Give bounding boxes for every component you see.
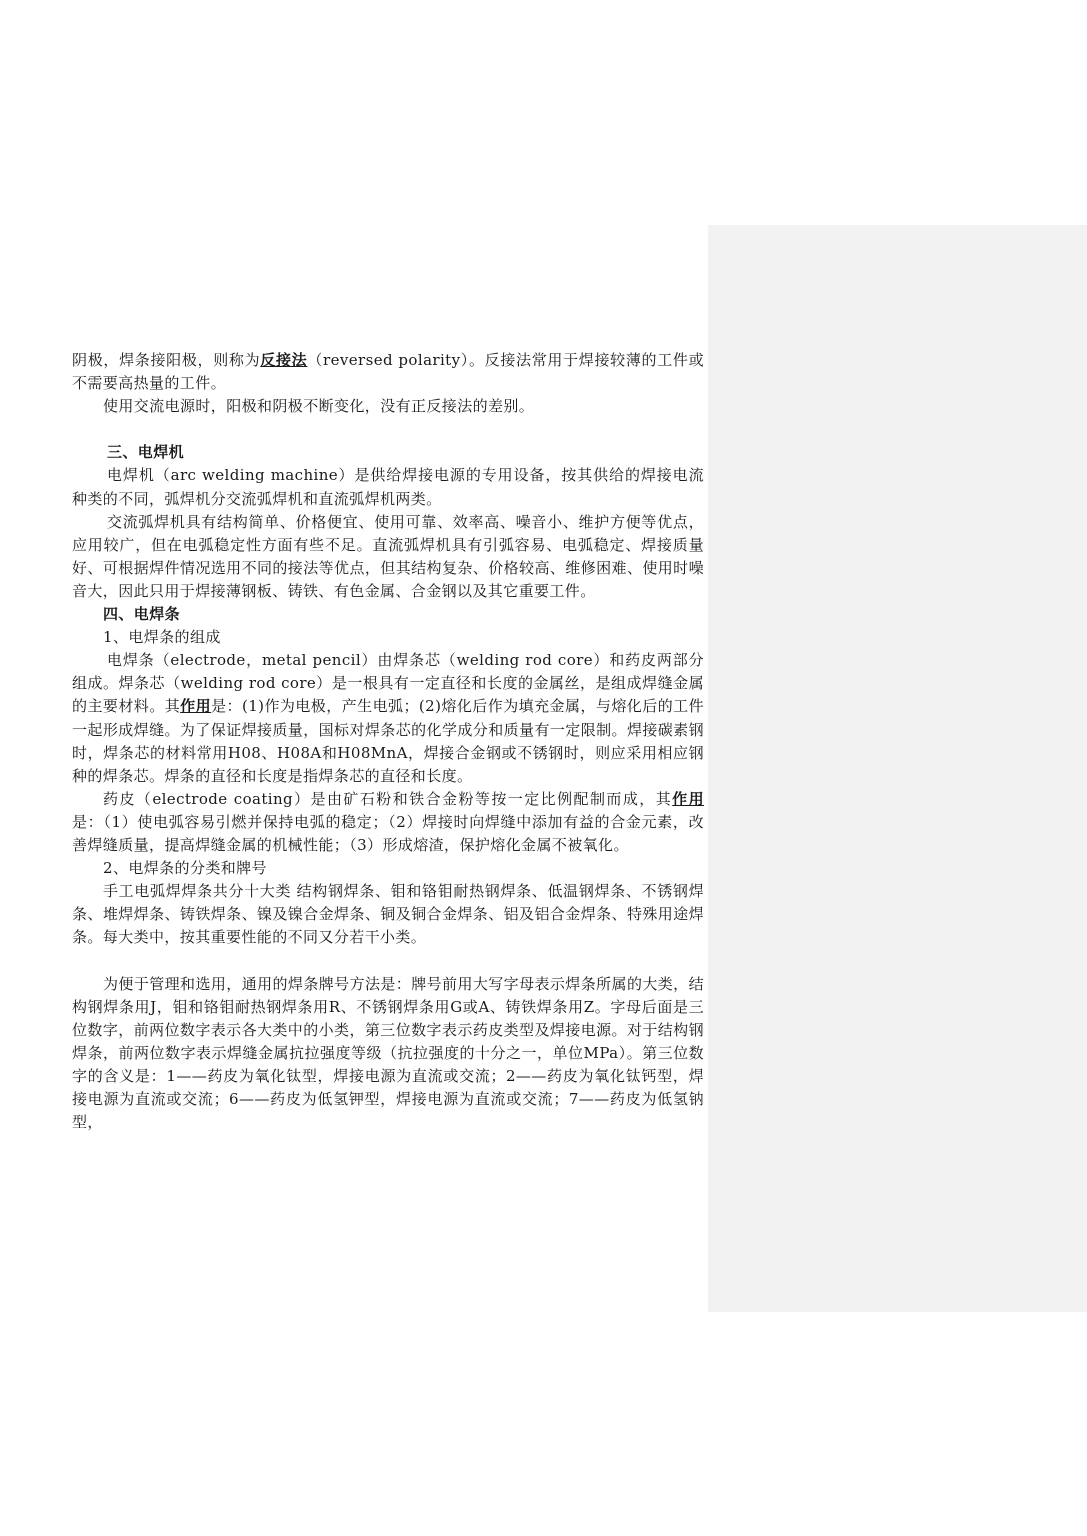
paragraph-text: （reversed polarity）。反接法常用于焊接较薄的工件或不需要高热量的工件。	[72, 351, 704, 393]
paragraph-ten-categories: 手工电弧焊焊条共分十大类 结构钢焊条、钼和铬钼耐热钢焊条、低温钢焊条、不锈钢焊条、堆焊焊条、铸铁焊条、镍及镍合金焊条、铜及铜合金焊条、铝及铝合金焊条、特殊用途焊条。每大类中，按其重要性能的不同又分若干小类。	[72, 882, 704, 947]
section-heading-electrode: 四、电焊条	[103, 605, 181, 624]
paragraph-electrode-core	[72, 649, 704, 788]
paragraph-ac-power: 使用交流电源时，阳极和阴极不断变化，没有正反接法的差别。	[103, 397, 535, 416]
blank-line	[72, 949, 704, 972]
paragraph-text: 是：(1)作为电极，产生电弧；(2)熔化后作为填充金属，与熔化后的工件一起形成焊缝。为了保证焊接质量，国标对焊条芯的化学成分和质量有一定限制。焊接碳素钢时，焊条芯的材料常用H08、H08A和H08MnA，焊接合金钢或不锈钢时，则应采用相应钢种的焊条芯。焊条的直径和长度是指焊条芯的直径和长度。	[72, 697, 704, 785]
paragraph-welding-machine: 电焊机（arc welding machine）是供给焊接电源的专用设备，按其供给的焊接电流种类的不同，弧焊机分交流弧焊机和直流弧焊机两类。	[72, 466, 704, 508]
paragraph-ac-dc-comparison: 交流弧焊机具有结构简单、价格便宜、使用可靠、效率高、噪音小、维护方便等优点，应用较广，但在电弧稳定性方面有些不足。直流弧焊机具有引弧容易、电弧稳定、焊接质量好、可根据焊件情况选用不同的接法等优点，但其结构复杂、价格较高、维修困难、使用时噪音大，因此只用于焊接薄钢板、铸铁、有色金属、合金钢以及其它重要工件。	[72, 512, 704, 600]
document-body	[72, 349, 704, 1134]
keyword-function: 作用	[180, 697, 212, 716]
paragraph-text: 是：（1）使电弧容易引燃并保持电弧的稳定；（2）焊接时向焊缝中添加有益的合金元素，改善焊缝质量，提高焊缝金属的机械性能；（3）形成熔渣，保护熔化金属不被氧化。	[72, 812, 704, 854]
paragraph-reverse-polarity	[72, 349, 704, 395]
paragraph-text: 药皮（electrode coating）是由矿石粉和铁合金粉等按一定比例配制而成，其	[103, 789, 673, 808]
paragraph-text: 阴极，焊条接阳极，则称为	[72, 351, 261, 369]
comment-pane	[708, 225, 1087, 1312]
keyword-reverse-method: 反接法	[260, 351, 308, 369]
paragraph-electrode-coating	[72, 788, 704, 857]
section-heading-welding-machine: 三、电焊机	[107, 443, 185, 462]
blank-line	[72, 418, 704, 441]
paragraph-grade-method: 为便于管理和选用，通用的焊条牌号方法是：牌号前用大写字母表示焊条所属的大类，结构钢焊条用J，钼和铬钼耐热钢焊条用R、不锈钢焊条用G或A、铸铁焊条用Z。字母后面是三位数字，前两位数字表示各大类中的小类，第三位数字表示药皮类型及焊接电源。对于结构钢焊条，前两位数字表示焊缝金属抗拉强度等级（抗拉强度的十分之一，单位MPa）。第三位数字的含义是：1——药皮为氧化钛型，焊接电源为直流或交流；2——药皮为氧化钛钙型，焊接电源为直流或交流；6——药皮为低氢钾型，焊接电源为直流或交流；7——药皮为低氢钠型，	[72, 974, 704, 1132]
subheading-electrode-classification: 2、电焊条的分类和牌号	[103, 859, 267, 878]
keyword-function: 作用	[672, 789, 704, 808]
paragraph-text: 电焊条（electrode，metal pencil）由焊条芯（welding rod core）和药皮两部分组成。焊条芯（welding rod core）是一根具有一定直径和长度的金属丝，是组成焊缝金属的主要材料。其	[72, 651, 704, 716]
subheading-electrode-composition: 1、电焊条的组成	[103, 628, 221, 647]
